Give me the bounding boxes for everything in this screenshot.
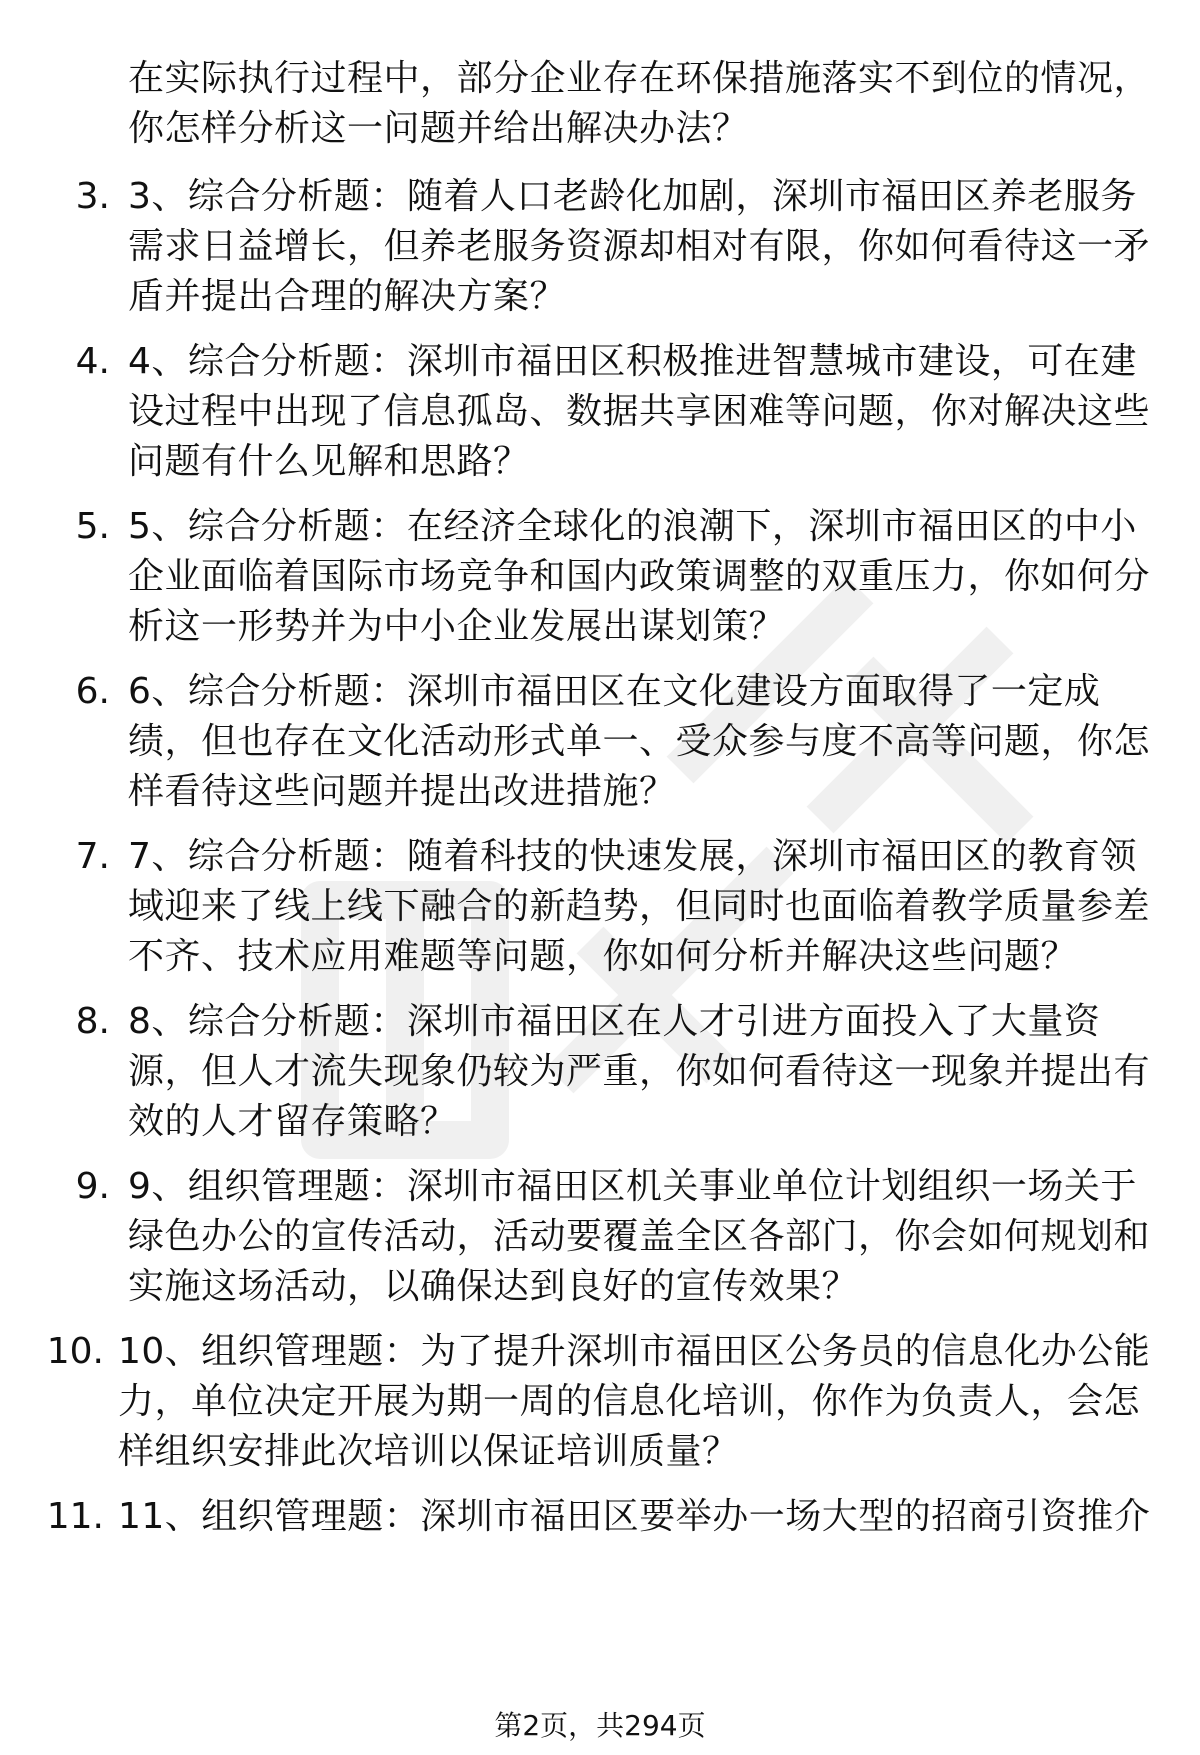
question-number: 5. <box>75 506 110 547</box>
question-number: 8. <box>75 1001 110 1042</box>
question-text: 6、综合分析题：深圳市福田区在文化建设方面取得了一定成绩，但也存在文化活动形式单一、受众参与度不高等问题，你怎样看待这些问题并提出改进措施？ <box>128 671 1151 812</box>
question-text: 9、组织管理题：深圳市福田区机关事业单位计划组织一场关于绿色办公的宣传活动，活动要覆盖全区各部门，你会如何规划和实施这场活动，以确保达到良好的宣传效果？ <box>128 1166 1151 1307</box>
question-number: 11. <box>46 1496 104 1537</box>
question-text: 5、综合分析题：在经济全球化的浪潮下，深圳市福田区的中小企业面临着国际市场竞争和国内政策调整的双重压力，你如何分析这一形势并为中小企业发展出谋划策？ <box>128 506 1151 647</box>
question-number: 10. <box>46 1331 104 1372</box>
question-text: 4、综合分析题：深圳市福田区积极推进智慧城市建设，可在建设过程中出现了信息孤岛、数据共享困难等问题，你对解决这些问题有什么见解和思路？ <box>128 341 1151 482</box>
lead-paragraph: 在实际执行过程中，部分企业存在环保措施落实不到位的情况，你怎样分析这一问题并给出解决办法？ <box>128 58 1151 149</box>
question-text: 11、组织管理题：深圳市福田区要举办一场大型的招商引资推介 <box>118 1496 1151 1537</box>
question-number: 9. <box>75 1166 110 1207</box>
question-text: 3、综合分析题：随着人口老龄化加剧，深圳市福田区养老服务需求日益增长，但养老服务资源却相对有限，你如何看待这一矛盾并提出合理的解决方案？ <box>128 176 1151 317</box>
question-number: 7. <box>75 836 110 877</box>
page-footer: 第2页，共294页 <box>494 1709 706 1742</box>
question-text: 10、组织管理题：为了提升深圳市福田区公务员的信息化办公能力，单位决定开展为期一周的信息化培训，你作为负责人，会怎样组织安排此次培训以保证培训质量？ <box>118 1331 1151 1472</box>
question-text: 8、综合分析题：深圳市福田区在人才引进方面投入了大量资源，但人才流失现象仍较为严重，你如何看待这一现象并提出有效的人才留存策略？ <box>128 1001 1151 1142</box>
question-number: 6. <box>75 671 110 712</box>
question-number: 3. <box>75 176 110 217</box>
question-number: 4. <box>75 341 110 382</box>
question-text: 7、综合分析题：随着科技的快速发展，深圳市福田区的教育领域迎来了线上线下融合的新趋势，但同时也面临着教学质量参差不齐、技术应用难题等问题，你如何分析并解决这些问题？ <box>128 836 1151 977</box>
